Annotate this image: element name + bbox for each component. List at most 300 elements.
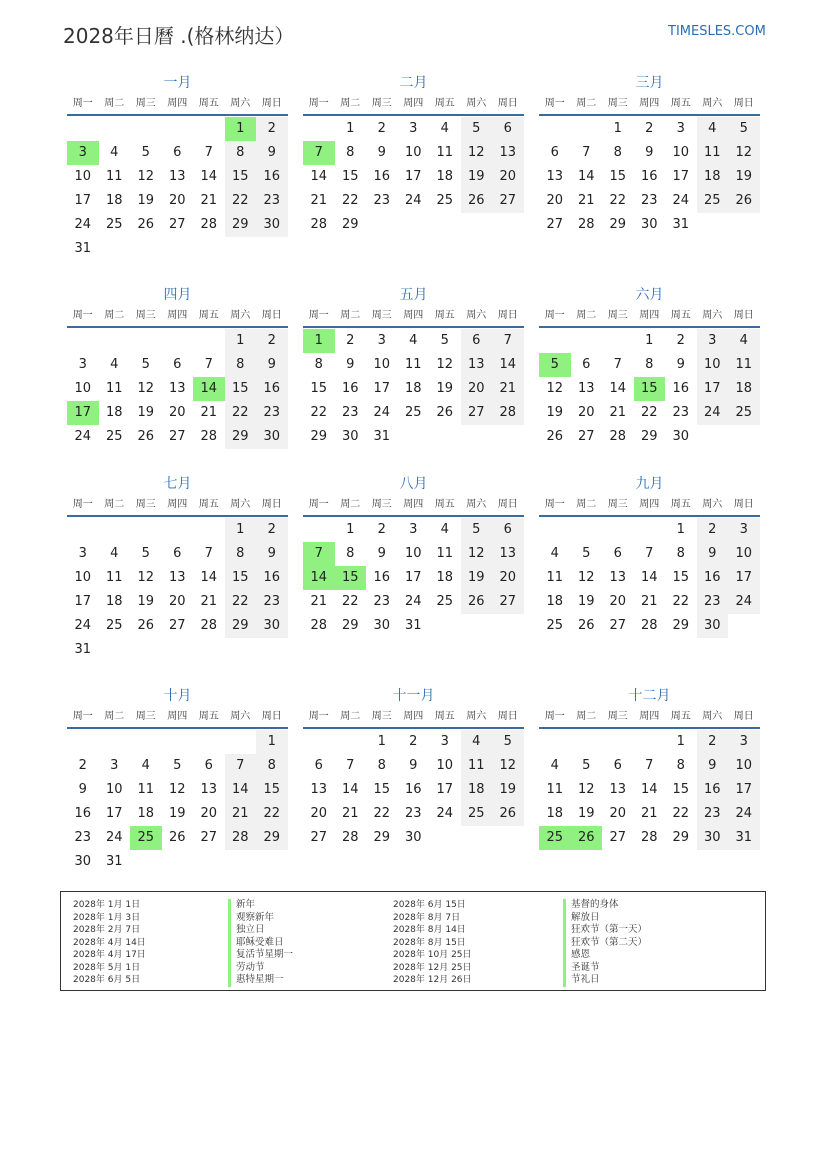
day-cell: 10: [373, 357, 391, 372]
day-cell: 26: [137, 618, 155, 633]
weekday-label: 周六: [466, 98, 487, 109]
day-cell: 20: [168, 193, 186, 208]
day-cell: 17: [74, 193, 92, 208]
day-cell: 21: [640, 806, 658, 821]
weekday-header: [539, 306, 760, 328]
weekday-label: 周二: [576, 310, 597, 321]
weekday-header: [303, 94, 524, 116]
weekday-label: 周二: [104, 499, 125, 510]
day-cell: 28: [640, 830, 658, 845]
day-cell: 25: [546, 618, 564, 633]
day-cell: 7: [204, 546, 213, 561]
day-cell: 18: [728, 377, 760, 401]
day-cell: 1: [613, 121, 622, 136]
day-cell: 4: [110, 546, 119, 561]
weekday-header: [67, 94, 288, 116]
day-cell: 27: [200, 830, 218, 845]
weekday-label: 周三: [607, 310, 628, 321]
empty-day-cell: [162, 117, 194, 141]
day-cell: 4: [697, 117, 729, 141]
holiday-day-cell: 17: [67, 401, 99, 425]
day-cell: 18: [697, 165, 729, 189]
day-cell: 4: [440, 121, 449, 136]
day-cell: 10: [672, 145, 690, 160]
weekday-label: 周六: [466, 499, 487, 510]
day-cell: 29: [225, 425, 257, 449]
empty-day-cell: [162, 730, 194, 754]
weekday-label: 周四: [167, 310, 188, 321]
weekday-label: 周五: [434, 499, 455, 510]
day-cell: 30: [672, 429, 690, 444]
day-cell: 10: [74, 381, 92, 396]
day-cell: 25: [105, 618, 123, 633]
day-cell: 23: [256, 401, 288, 425]
day-cell: 8: [225, 141, 257, 165]
weekday-header: [303, 707, 524, 729]
day-cell: 27: [577, 429, 595, 444]
day-cell: 22: [225, 590, 257, 614]
day-cell: 16: [373, 570, 391, 585]
day-cell: 19: [137, 594, 155, 609]
day-cell: 28: [200, 429, 218, 444]
day-cell: 25: [105, 217, 123, 232]
day-cell: 21: [640, 594, 658, 609]
day-cell: 17: [728, 566, 760, 590]
day-cell: 4: [550, 758, 559, 773]
day-cell: 18: [436, 570, 454, 585]
day-cell: 15: [341, 169, 359, 184]
weekday-label: 周一: [72, 499, 93, 510]
site-brand-link[interactable]: TIMESLES.COM: [668, 24, 766, 39]
weekday-label: 周日: [497, 711, 518, 722]
holiday-date: 2028年 4月 17日: [73, 950, 146, 960]
day-cell: 7: [582, 145, 591, 160]
empty-day-cell: [67, 117, 99, 141]
day-cell: 11: [546, 782, 564, 797]
day-cell: 20: [200, 806, 218, 821]
day-cell: 12: [492, 754, 524, 778]
day-cell: 16: [697, 778, 729, 802]
day-cell: 26: [492, 802, 524, 826]
day-cell: 29: [256, 826, 288, 850]
day-cell: 12: [137, 169, 155, 184]
day-cell: 3: [697, 329, 729, 353]
weekday-label: 周三: [135, 310, 156, 321]
day-cell: 27: [168, 429, 186, 444]
day-cell: 8: [225, 542, 257, 566]
day-cell: 12: [728, 141, 760, 165]
empty-day-cell: [571, 518, 603, 542]
weekday-label: 周日: [497, 310, 518, 321]
day-cell: 14: [492, 353, 524, 377]
day-cell: 24: [74, 618, 92, 633]
empty-day-cell: [67, 329, 99, 353]
day-cell: 2: [377, 522, 386, 537]
holiday-date: 2028年 1月 1日: [73, 900, 141, 910]
day-cell: 20: [461, 377, 493, 401]
month-calendar: [303, 73, 524, 237]
day-cell: 27: [492, 189, 524, 213]
day-cell: 13: [200, 782, 218, 797]
weekday-label: 周二: [104, 98, 125, 109]
weekday-label: 周二: [576, 499, 597, 510]
day-cell: 21: [225, 802, 257, 826]
day-cell: 30: [640, 217, 658, 232]
day-cell: 17: [105, 806, 123, 821]
day-cell: 29: [341, 618, 359, 633]
empty-day-cell: [130, 329, 162, 353]
day-cell: 8: [676, 546, 685, 561]
day-cell: 9: [409, 758, 418, 773]
day-cell: 17: [404, 169, 422, 184]
day-cell: 22: [310, 405, 328, 420]
day-cell: 26: [728, 189, 760, 213]
month-calendar: [539, 285, 760, 449]
day-cell: 24: [105, 830, 123, 845]
day-cell: 16: [697, 566, 729, 590]
weekday-header: [303, 495, 524, 517]
weekday-label: 周六: [466, 310, 487, 321]
day-cell: 17: [74, 594, 92, 609]
day-cell: 30: [74, 854, 92, 869]
day-cell: 4: [550, 546, 559, 561]
day-cell: 19: [728, 165, 760, 189]
day-cell: 21: [341, 806, 359, 821]
day-cell: 16: [640, 169, 658, 184]
day-cell: 14: [577, 169, 595, 184]
month-calendar: [67, 474, 288, 662]
weekday-label: 周三: [371, 98, 392, 109]
day-cell: 5: [141, 357, 150, 372]
weekday-label: 周五: [670, 499, 691, 510]
day-cell: 14: [640, 782, 658, 797]
day-cell: 11: [404, 357, 422, 372]
day-cell: 5: [582, 546, 591, 561]
day-cell: 15: [225, 165, 257, 189]
day-cell: 21: [310, 193, 328, 208]
day-cell: 28: [200, 217, 218, 232]
day-cell: 27: [168, 217, 186, 232]
holiday-dates-left: [73, 899, 146, 987]
day-cell: 23: [256, 189, 288, 213]
day-cell: 2: [645, 121, 654, 136]
day-cell: 3: [110, 758, 119, 773]
holiday-name: 感恩: [563, 949, 647, 962]
day-cell: 6: [461, 329, 493, 353]
day-cell: 11: [137, 782, 155, 797]
month-name: 一月: [163, 75, 192, 91]
day-cell: 10: [728, 754, 760, 778]
day-cell: 14: [341, 782, 359, 797]
day-cell: 28: [200, 618, 218, 633]
day-cell: 12: [168, 782, 186, 797]
holiday-date: 2028年 10月 25日: [393, 950, 472, 960]
day-cell: 27: [168, 618, 186, 633]
weekday-label: 周日: [261, 499, 282, 510]
day-cell: 4: [440, 522, 449, 537]
day-cell: 14: [200, 169, 218, 184]
day-cell: 19: [492, 778, 524, 802]
day-grid: [67, 329, 288, 449]
day-cell: 20: [492, 165, 524, 189]
day-cell: 3: [676, 121, 685, 136]
day-cell: 15: [256, 778, 288, 802]
day-cell: 11: [546, 570, 564, 585]
empty-day-cell: [571, 329, 603, 353]
empty-day-cell: [67, 730, 99, 754]
day-cell: 29: [672, 618, 690, 633]
day-cell: 14: [640, 570, 658, 585]
day-cell: 31: [404, 618, 422, 633]
month-calendar: [67, 73, 288, 261]
empty-day-cell: [303, 117, 335, 141]
weekday-label: 周六: [230, 98, 251, 109]
day-cell: 13: [492, 141, 524, 165]
day-cell: 18: [137, 806, 155, 821]
day-cell: 25: [436, 193, 454, 208]
day-cell: 16: [341, 381, 359, 396]
day-cell: 2: [256, 329, 288, 353]
weekday-label: 周四: [403, 310, 424, 321]
day-cell: 17: [728, 778, 760, 802]
day-cell: 3: [377, 333, 386, 348]
day-cell: 22: [225, 401, 257, 425]
day-cell: 24: [404, 594, 422, 609]
weekday-label: 周四: [639, 98, 660, 109]
day-grid: [539, 730, 760, 850]
month-calendar: [303, 686, 524, 850]
day-cell: 23: [404, 806, 422, 821]
empty-day-cell: [162, 518, 194, 542]
empty-day-cell: [539, 518, 571, 542]
day-cell: 2: [697, 730, 729, 754]
day-cell: 30: [373, 618, 391, 633]
day-cell: 21: [310, 594, 328, 609]
month-calendar: [67, 686, 288, 874]
weekday-label: 周四: [403, 711, 424, 722]
day-cell: 22: [341, 193, 359, 208]
day-cell: 3: [78, 357, 87, 372]
day-cell: 8: [377, 758, 386, 773]
month-name: 十二月: [628, 688, 671, 704]
day-cell: 27: [609, 618, 627, 633]
holiday-date: 2028年 8月 15日: [393, 937, 466, 948]
empty-day-cell: [67, 518, 99, 542]
day-cell: 25: [461, 802, 493, 826]
day-cell: 30: [404, 830, 422, 845]
day-cell: 2: [256, 117, 288, 141]
day-cell: 28: [640, 618, 658, 633]
empty-day-cell: [602, 518, 634, 542]
day-cell: 16: [256, 566, 288, 590]
empty-day-cell: [99, 329, 131, 353]
day-cell: 1: [676, 522, 685, 537]
weekday-label: 周五: [198, 499, 219, 510]
day-cell: 28: [492, 401, 524, 425]
day-cell: 21: [200, 193, 218, 208]
weekday-label: 周五: [434, 98, 455, 109]
weekday-header: [539, 495, 760, 517]
day-cell: 18: [461, 778, 493, 802]
day-cell: 20: [577, 405, 595, 420]
holiday-day-cell: 3: [67, 141, 99, 165]
weekday-label: 周六: [702, 310, 723, 321]
day-cell: 6: [492, 117, 524, 141]
day-cell: 8: [613, 145, 622, 160]
weekday-label: 周四: [403, 98, 424, 109]
day-cell: 14: [200, 570, 218, 585]
weekday-label: 周五: [670, 310, 691, 321]
day-cell: 6: [613, 758, 622, 773]
weekday-label: 周一: [308, 711, 329, 722]
day-cell: 16: [256, 165, 288, 189]
weekday-label: 周六: [702, 98, 723, 109]
empty-day-cell: [539, 117, 571, 141]
day-cell: 24: [74, 217, 92, 232]
day-cell: 18: [546, 594, 564, 609]
empty-day-cell: [193, 518, 225, 542]
empty-day-cell: [634, 730, 666, 754]
holiday-day-cell: 14: [193, 377, 225, 401]
day-cell: 23: [697, 590, 729, 614]
day-cell: 6: [173, 546, 182, 561]
day-cell: 19: [461, 165, 493, 189]
day-cell: 2: [409, 734, 418, 749]
weekday-label: 周五: [198, 98, 219, 109]
day-cell: 29: [310, 429, 328, 444]
holiday-day-cell: 15: [335, 566, 367, 590]
day-cell: 21: [200, 594, 218, 609]
day-cell: 9: [697, 542, 729, 566]
holiday-date: 2028年 1月 3日: [73, 912, 141, 923]
day-cell: 23: [341, 405, 359, 420]
day-cell: 18: [105, 193, 123, 208]
day-cell: 5: [492, 730, 524, 754]
weekday-label: 周四: [639, 499, 660, 510]
day-cell: 12: [461, 141, 493, 165]
day-cell: 2: [377, 121, 386, 136]
weekday-label: 周三: [607, 711, 628, 722]
weekday-label: 周一: [72, 711, 93, 722]
day-cell: 13: [609, 570, 627, 585]
empty-day-cell: [539, 329, 571, 353]
day-cell: 9: [78, 782, 87, 797]
day-cell: 18: [105, 594, 123, 609]
day-cell: 10: [404, 145, 422, 160]
weekday-label: 周二: [104, 711, 125, 722]
weekday-header: [303, 306, 524, 328]
day-cell: 7: [492, 329, 524, 353]
day-cell: 2: [256, 518, 288, 542]
day-cell: 10: [105, 782, 123, 797]
day-cell: 13: [168, 381, 186, 396]
day-cell: 9: [256, 141, 288, 165]
holiday-day-cell: 5: [539, 353, 571, 377]
day-cell: 26: [461, 189, 493, 213]
weekday-label: 周一: [544, 310, 565, 321]
day-cell: 11: [461, 754, 493, 778]
day-cell: 12: [436, 357, 454, 372]
day-cell: 26: [436, 405, 454, 420]
month-name: 三月: [635, 75, 664, 91]
day-cell: 10: [697, 353, 729, 377]
holiday-name: 耶稣受难日: [228, 937, 293, 950]
day-cell: 7: [613, 357, 622, 372]
day-cell: 17: [404, 570, 422, 585]
weekday-label: 周二: [340, 98, 361, 109]
day-cell: 11: [436, 546, 454, 561]
holiday-name: 基督的身体: [563, 899, 647, 912]
day-cell: 13: [492, 542, 524, 566]
day-cell: 21: [492, 377, 524, 401]
day-cell: 30: [256, 213, 288, 237]
holiday-dates-right: [393, 899, 472, 987]
day-cell: 3: [440, 734, 449, 749]
day-cell: 8: [676, 758, 685, 773]
weekday-label: 周三: [135, 98, 156, 109]
day-cell: 31: [728, 826, 760, 850]
day-cell: 20: [168, 594, 186, 609]
holiday-date: 2028年 8月 14日: [393, 925, 466, 935]
holiday-name: 狂欢节（第一天）: [563, 924, 647, 937]
day-cell: 29: [373, 830, 391, 845]
day-cell: 1: [346, 121, 355, 136]
day-cell: 5: [141, 546, 150, 561]
weekday-label: 周三: [135, 711, 156, 722]
day-cell: 15: [672, 570, 690, 585]
day-cell: 6: [173, 357, 182, 372]
holiday-name: 狂欢节（第二天）: [563, 937, 647, 950]
weekday-label: 周四: [403, 499, 424, 510]
day-cell: 24: [672, 193, 690, 208]
day-cell: 22: [373, 806, 391, 821]
month-name: 六月: [635, 287, 664, 303]
weekday-header: [67, 495, 288, 517]
weekday-label: 周一: [72, 310, 93, 321]
day-cell: 1: [377, 734, 386, 749]
day-cell: 5: [141, 145, 150, 160]
empty-day-cell: [162, 329, 194, 353]
page-title: 2028年日曆 .(格林纳达）: [63, 24, 295, 48]
day-cell: 7: [346, 758, 355, 773]
day-cell: 15: [310, 381, 328, 396]
weekday-label: 周五: [198, 711, 219, 722]
day-cell: 28: [609, 429, 627, 444]
day-cell: 1: [676, 734, 685, 749]
day-cell: 23: [373, 193, 391, 208]
day-cell: 9: [377, 145, 386, 160]
day-cell: 10: [74, 169, 92, 184]
weekday-label: 周四: [639, 310, 660, 321]
holiday-name: 观察新年: [228, 912, 293, 925]
holiday-date: 2028年 5月 1日: [73, 962, 141, 973]
day-cell: 31: [74, 241, 92, 256]
weekday-label: 周六: [230, 499, 251, 510]
day-grid: [303, 518, 524, 638]
day-cell: 19: [577, 806, 595, 821]
day-cell: 25: [697, 189, 729, 213]
day-cell: 14: [310, 169, 328, 184]
day-cell: 16: [672, 381, 690, 396]
day-grid: [303, 117, 524, 237]
weekday-label: 周四: [167, 98, 188, 109]
day-cell: 20: [492, 566, 524, 590]
month-calendar: [303, 474, 524, 638]
day-cell: 29: [672, 830, 690, 845]
day-cell: 22: [341, 594, 359, 609]
empty-day-cell: [335, 730, 367, 754]
weekday-label: 周六: [702, 711, 723, 722]
